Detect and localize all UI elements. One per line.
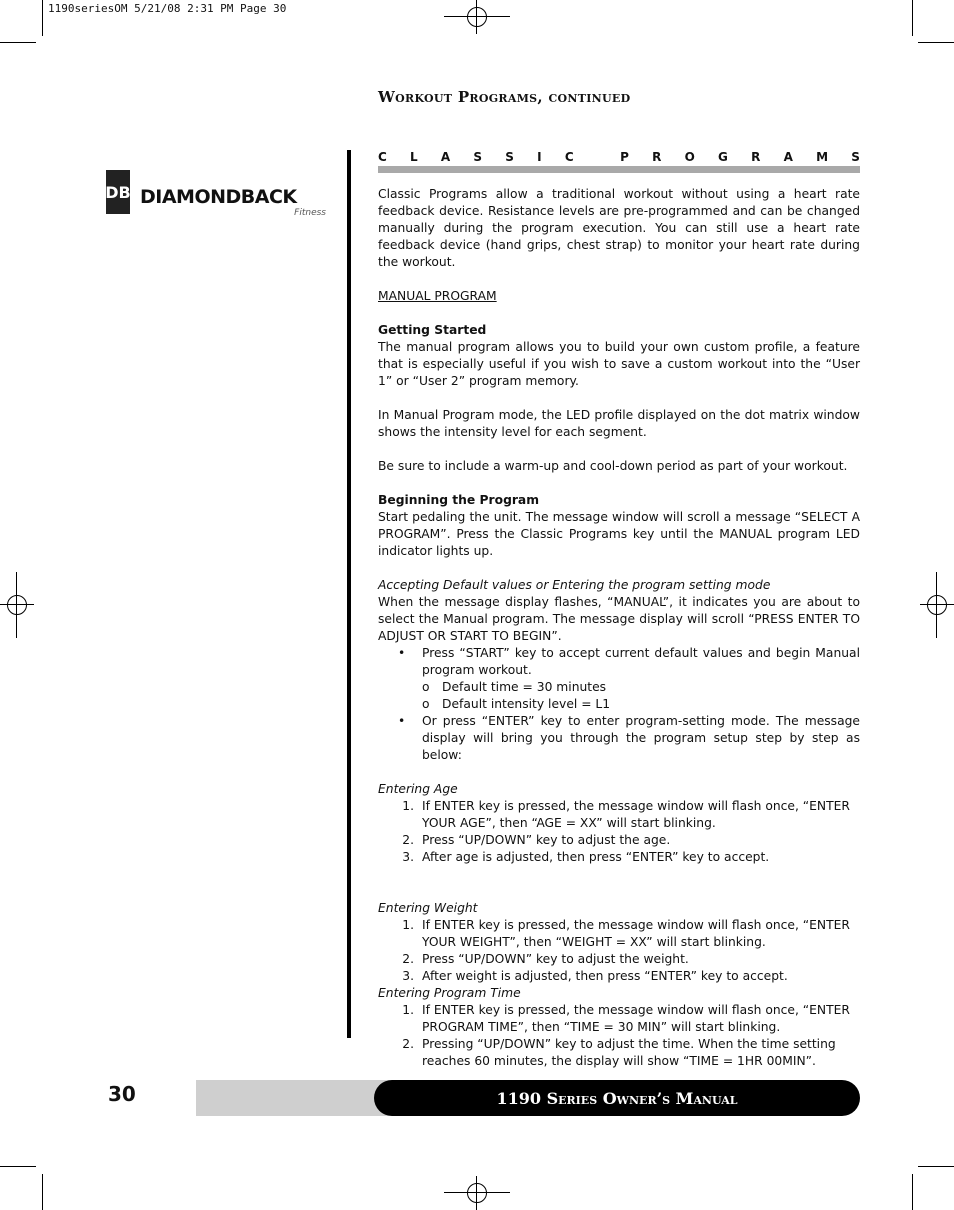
list-text: If ENTER key is pressed, the message window will flash once, “ENTER PROGRAM TIME”, then “TIME = 30 MIN” will start blinking. xyxy=(422,1003,850,1034)
list-item xyxy=(378,917,860,951)
list-text: If ENTER key is pressed, the message window will flash once, “ENTER YOUR AGE”, then “AGE = XX” will start blinking. xyxy=(422,799,850,830)
registration-line xyxy=(476,0,477,34)
crop-mark xyxy=(0,42,36,43)
list-number: 2. xyxy=(402,1037,414,1051)
registration-line xyxy=(920,604,954,605)
registration-line xyxy=(0,604,34,605)
list-item xyxy=(378,1002,860,1036)
heading-letter: S xyxy=(505,150,514,164)
logo-mark: DB xyxy=(106,170,130,214)
entering-weight-heading: Entering Weight xyxy=(378,901,478,915)
list-text: Pressing “UP/DOWN” key to adjust the time. When the time setting reaches 60 minutes, the display will show “TIME = 1HR 00MIN”. xyxy=(422,1037,836,1068)
print-slug: 1190seriesOM 5/21/08 2:31 PM Page 30 xyxy=(48,2,287,15)
heading-letter: G xyxy=(718,150,728,164)
heading-letter: O xyxy=(684,150,695,164)
footer-title: 1190 Series Owner’s Manual xyxy=(496,1088,738,1108)
list-number: 1. xyxy=(402,918,414,932)
heading-letter: R xyxy=(751,150,761,164)
heading-letter: C xyxy=(564,150,574,164)
sub-text: Default time = 30 minutes xyxy=(442,680,607,694)
crop-mark xyxy=(0,1166,36,1167)
heading-letter: M xyxy=(816,150,829,164)
beginning-paragraph: Start pedaling the unit. The message window will scroll a message “SELECT A PROGRAM”. Press the Classic Programs key until the MANUAL program LED indicator lights up. xyxy=(378,510,860,558)
logo-name: DIAMONDBACK xyxy=(140,186,297,208)
entering-time-heading: Entering Program Time xyxy=(378,986,521,1000)
section-title: Workout Programs, continued xyxy=(378,88,631,106)
registration-line xyxy=(936,572,937,638)
list-text: After age is adjusted, then press “ENTER” key to accept. xyxy=(422,850,770,864)
beginning-heading: Beginning the Program xyxy=(378,493,540,507)
list-item xyxy=(378,713,860,764)
registration-line xyxy=(476,1176,477,1210)
list-item xyxy=(378,968,860,985)
accepting-paragraph: When the message display flashes, “MANUAL”, it indicates you are about to select the Manual program. The message display will scroll “PRESS ENTER TO ADJUST OR START TO BEGIN”. xyxy=(378,595,860,643)
list-item xyxy=(378,798,860,832)
list-text: Press “UP/DOWN” key to adjust the age. xyxy=(422,833,671,847)
heading-letter: S xyxy=(473,150,483,164)
registration-mark xyxy=(467,1183,487,1203)
heading-letter: R xyxy=(652,150,662,164)
page-number: 30 xyxy=(108,1082,136,1106)
registration-mark xyxy=(467,7,487,27)
vertical-rule xyxy=(347,150,351,1038)
crop-mark xyxy=(912,1174,913,1210)
registration-mark xyxy=(927,595,947,615)
led-profile-paragraph: In Manual Program mode, the LED profile displayed on the dot matrix window shows the intensity level for each segment. xyxy=(378,408,860,439)
list-item xyxy=(378,696,860,713)
registration-line xyxy=(16,572,17,638)
heading-letter: C xyxy=(378,150,387,164)
crop-mark xyxy=(918,42,954,43)
list-item xyxy=(378,951,860,968)
diamondback-logo xyxy=(106,170,328,224)
getting-started-paragraph: The manual program allows you to build your own custom profile, a feature that is especially useful if you wish to save a custom workout into the “User 1” or “User 2” program memory. xyxy=(378,340,860,388)
sub-marker: o xyxy=(422,697,430,711)
list-item xyxy=(378,849,860,866)
bullet-text: Press “START” key to accept current default values and begin Manual program workout. xyxy=(422,646,860,677)
heading-letter: L xyxy=(410,150,418,164)
list-number: 1. xyxy=(402,799,414,813)
heading-letter: A xyxy=(440,150,451,164)
manual-program-heading: MANUAL PROGRAM xyxy=(378,289,497,303)
list-item xyxy=(378,645,860,679)
logo-subtitle: Fitness xyxy=(294,208,326,218)
registration-line xyxy=(444,16,510,17)
crop-mark xyxy=(42,1174,43,1210)
intro-paragraph: Classic Programs allow a traditional workout without using a heart rate feedback device. Resistance levels are pre-programmed and can be changed manually during the program execution. You can still use a heart rate feedback device (hand grips, chest strap) to monitor your heart rate during the workout. xyxy=(378,187,860,269)
list-number: 3. xyxy=(402,850,414,864)
crop-mark xyxy=(918,1166,954,1167)
list-item xyxy=(378,1036,860,1070)
warmup-paragraph: Be sure to include a warm-up and cool-down period as part of your workout. xyxy=(378,459,848,473)
registration-line xyxy=(444,1192,510,1193)
list-item xyxy=(378,679,860,696)
list-number: 2. xyxy=(402,952,414,966)
heading-letter: A xyxy=(783,150,793,164)
accepting-heading: Accepting Default values or Entering the program setting mode xyxy=(378,578,771,592)
bullet-marker: • xyxy=(398,646,406,660)
content-column xyxy=(378,186,860,1070)
bullet-marker: • xyxy=(398,714,406,728)
heading-letter: I xyxy=(537,150,542,164)
list-text: Press “UP/DOWN” key to adjust the weight. xyxy=(422,952,689,966)
entering-age-heading: Entering Age xyxy=(378,782,458,796)
bullet-text: Or press “ENTER” key to enter program-setting mode. The message display will bring you through the program setup step by step as below: xyxy=(422,714,860,762)
classic-programs-heading xyxy=(378,150,860,164)
list-item xyxy=(378,832,860,849)
crop-mark xyxy=(912,0,913,36)
list-number: 3. xyxy=(402,969,414,983)
crop-mark xyxy=(42,0,43,36)
list-number: 1. xyxy=(402,1003,414,1017)
heading-letter: S xyxy=(851,150,860,164)
sub-marker: o xyxy=(422,680,430,694)
sub-text: Default intensity level = L1 xyxy=(442,697,611,711)
registration-mark xyxy=(7,595,27,615)
list-text: If ENTER key is pressed, the message window will flash once, “ENTER YOUR WEIGHT”, then “WEIGHT = XX” will start blinking. xyxy=(422,918,850,949)
heading-letter: P xyxy=(620,150,629,164)
list-text: After weight is adjusted, then press “ENTER” key to accept. xyxy=(422,969,788,983)
getting-started-heading: Getting Started xyxy=(378,323,487,337)
heading-underline xyxy=(378,166,860,173)
list-number: 2. xyxy=(402,833,414,847)
